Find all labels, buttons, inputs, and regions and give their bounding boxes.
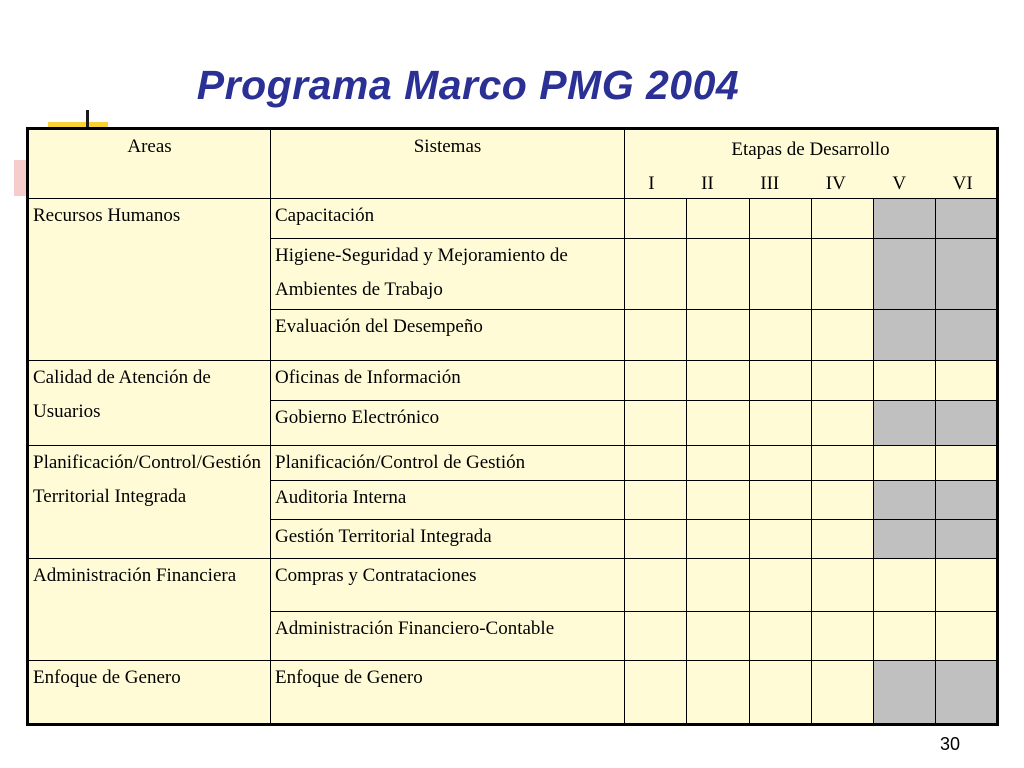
system-cell: Evaluación del Desempeño <box>271 310 625 361</box>
header-stage-iii: III <box>760 173 780 194</box>
system-cell: Compras y Contrataciones <box>271 559 625 612</box>
system-cell: Capacitación <box>271 199 625 239</box>
pmg-table <box>26 127 999 726</box>
header-stage-iv: IV <box>825 173 846 194</box>
stage-cell <box>812 520 874 559</box>
stage-cell-shaded <box>936 401 998 446</box>
stage-cell <box>687 239 750 310</box>
stage-cell-shaded <box>874 239 936 310</box>
stage-cell <box>936 612 998 661</box>
stage-cell <box>812 401 874 446</box>
stage-cell <box>812 361 874 401</box>
slide-title: Programa Marco PMG 2004 <box>196 62 740 108</box>
stage-cell <box>625 481 687 520</box>
stage-cell <box>874 559 936 612</box>
area-cell: Planificación/Control/Gestión Territorial Integrada <box>28 446 271 559</box>
stage-cell <box>687 481 750 520</box>
header-areas: Areas <box>28 129 271 199</box>
stage-cell <box>750 520 812 559</box>
stage-cell-shaded <box>936 310 998 361</box>
stage-cell-shaded <box>874 520 936 559</box>
area-cell: Administración Financiera <box>28 559 271 661</box>
stage-cell <box>625 559 687 612</box>
stage-cell <box>812 559 874 612</box>
header-stage-ii: II <box>701 173 714 194</box>
stage-cell <box>812 239 874 310</box>
table-row <box>28 446 998 481</box>
stage-cell-shaded <box>936 239 998 310</box>
stage-cell <box>750 559 812 612</box>
page-number: 30 <box>940 734 961 754</box>
area-cell: Recursos Humanos <box>28 199 271 361</box>
stage-cell-shaded <box>874 310 936 361</box>
stage-cell-shaded <box>936 199 998 239</box>
stage-cell <box>625 239 687 310</box>
stage-cell <box>625 520 687 559</box>
system-cell: Auditoria Interna <box>271 481 625 520</box>
stage-cell <box>687 520 750 559</box>
stage-cell <box>687 446 750 481</box>
system-cell: Enfoque de Genero <box>271 661 625 725</box>
header-sistemas: Sistemas <box>271 129 625 199</box>
system-cell: Higiene-Seguridad y Mejoramiento de Ambientes de Trabajo <box>271 239 625 310</box>
stage-cell <box>936 559 998 612</box>
stage-cell <box>874 361 936 401</box>
stage-cell <box>812 481 874 520</box>
stage-cell <box>625 446 687 481</box>
stage-cell <box>750 199 812 239</box>
stage-cell <box>687 401 750 446</box>
stage-cell <box>750 612 812 661</box>
stage-cell-shaded <box>874 199 936 239</box>
header-etapas <box>625 129 998 199</box>
system-cell: Planificación/Control de Gestión <box>271 446 625 481</box>
stage-cell <box>750 661 812 725</box>
header-stage-i: I <box>648 173 655 194</box>
stage-cell <box>812 199 874 239</box>
header-stage-vi: VI <box>952 173 973 194</box>
stage-cell <box>625 401 687 446</box>
stage-cell <box>750 446 812 481</box>
stage-cell <box>625 661 687 725</box>
stage-cell <box>625 612 687 661</box>
stage-cell <box>874 612 936 661</box>
system-cell: Gestión Territorial Integrada <box>271 520 625 559</box>
stage-cell-shaded <box>874 661 936 725</box>
system-cell: Administración Financiero-Contable <box>271 612 625 661</box>
stage-cell <box>687 310 750 361</box>
stage-cell <box>750 401 812 446</box>
stage-cell <box>874 446 936 481</box>
table-row <box>28 661 998 725</box>
stage-cell-shaded <box>874 481 936 520</box>
header-row <box>28 129 998 199</box>
stage-cell <box>936 446 998 481</box>
area-cell: Calidad de Atención de Usuarios <box>28 361 271 446</box>
stage-cell <box>687 559 750 612</box>
area-cell: Enfoque de Genero <box>28 661 271 725</box>
table-row <box>28 361 998 401</box>
stage-cell <box>936 361 998 401</box>
stage-cell-shaded <box>936 520 998 559</box>
header-etapas-label: Etapas de Desarrollo <box>731 139 890 160</box>
stage-cell <box>812 446 874 481</box>
stage-cell <box>687 199 750 239</box>
stage-cell <box>750 361 812 401</box>
system-cell: Gobierno Electrónico <box>271 401 625 446</box>
header-stage-v: V <box>892 173 907 194</box>
stage-cell-shaded <box>936 661 998 725</box>
table-row <box>28 559 998 612</box>
stage-cell <box>812 612 874 661</box>
stage-cell <box>812 310 874 361</box>
table-row <box>28 199 998 239</box>
stage-cell <box>687 361 750 401</box>
stage-cell <box>625 310 687 361</box>
stage-cell <box>625 199 687 239</box>
stage-cell <box>750 481 812 520</box>
stage-cell <box>625 361 687 401</box>
stage-cell <box>750 239 812 310</box>
stage-cell-shaded <box>936 481 998 520</box>
stage-cell <box>750 310 812 361</box>
stage-cell <box>687 612 750 661</box>
system-cell: Oficinas de Información <box>271 361 625 401</box>
stage-cell <box>812 661 874 725</box>
stage-cell-shaded <box>874 401 936 446</box>
stage-cell <box>687 661 750 725</box>
header-stage-labels <box>625 170 996 198</box>
